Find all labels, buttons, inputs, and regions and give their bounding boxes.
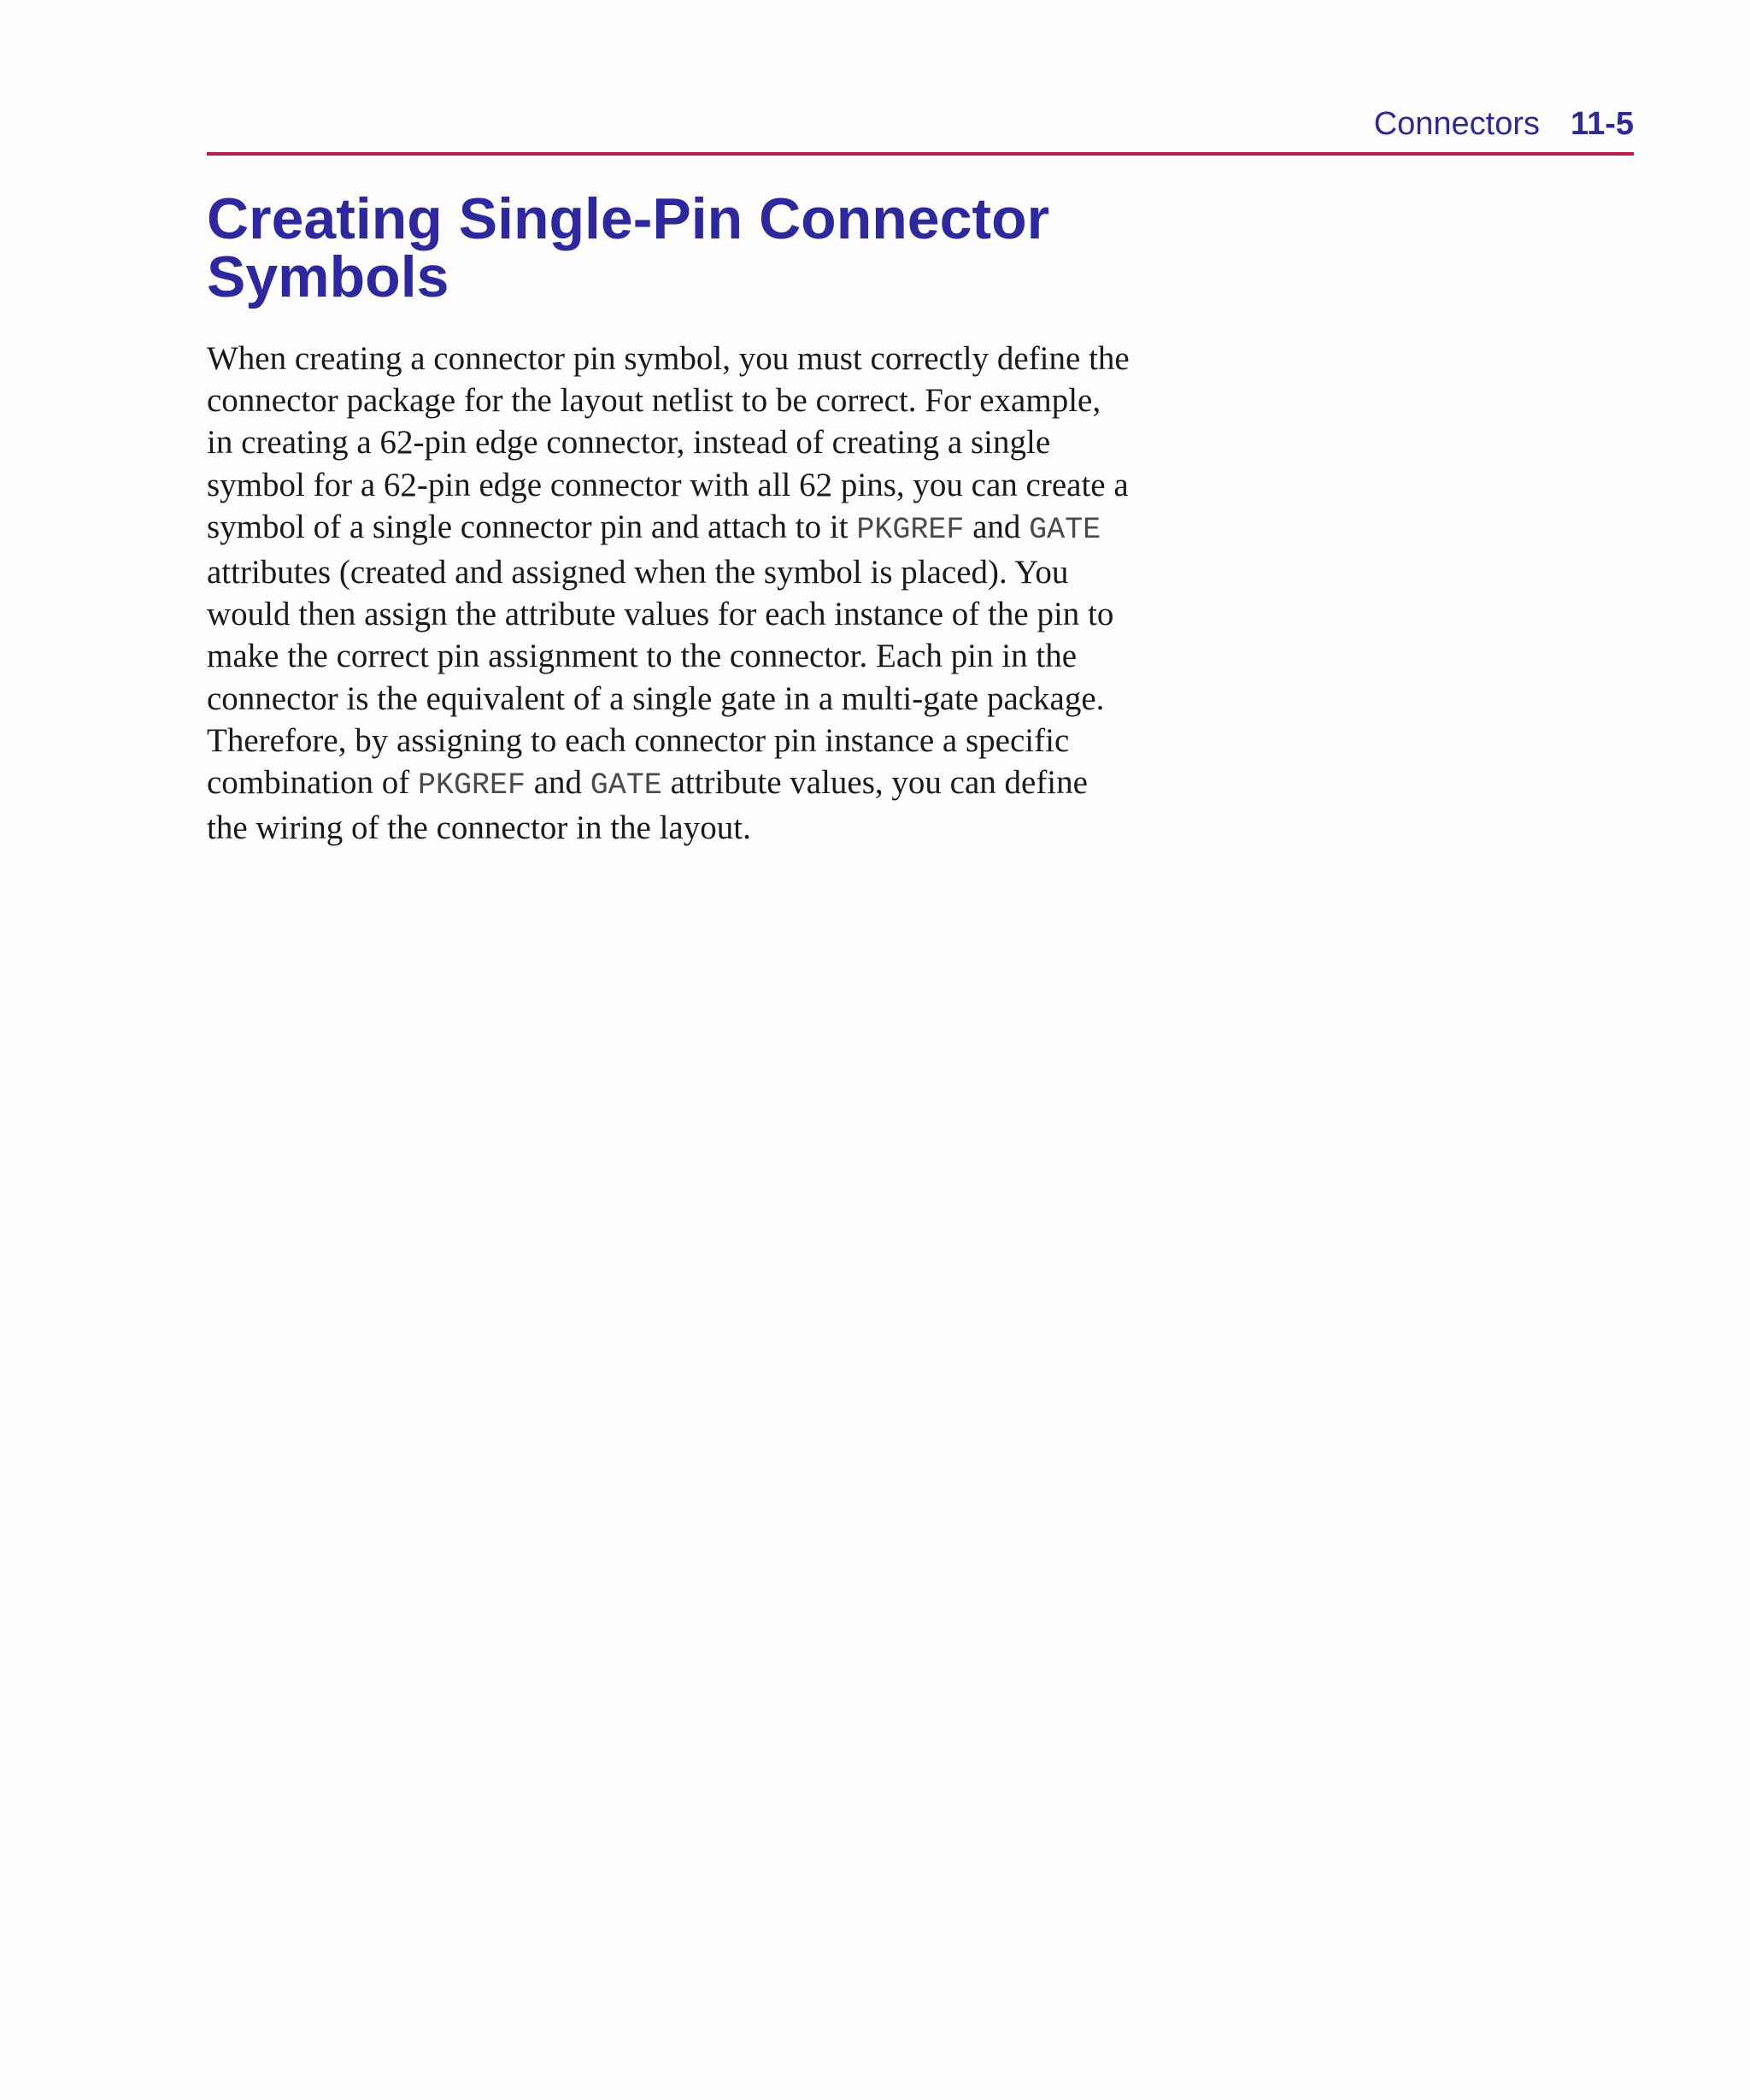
heading-line-2: Symbols	[207, 244, 449, 309]
body-text-part-4: and	[525, 764, 590, 802]
heading-line-1: Creating Single-Pin Connector	[207, 186, 1050, 251]
code-gate: GATE	[1029, 512, 1101, 547]
page-number: 11-5	[1571, 106, 1634, 142]
section-title: Connectors	[1373, 106, 1541, 142]
header-rule	[207, 152, 1634, 156]
code-pkgref-2: PKGREF	[417, 768, 526, 803]
code-pkgref: PKGREF	[856, 512, 965, 547]
page-header	[207, 104, 1634, 156]
body-text-part-3: attributes (created and assigned when the symbol is placed). You would then assign the attribute values for each instance of the pin to make the correct pin assignment to the connector. Each pin in the connector is the equivalent of a single gate in a multi-gate package. Therefore, by assigning to each connector pin instance a specific combination of	[207, 554, 1114, 802]
code-gate-2: GATE	[590, 768, 662, 803]
section-heading	[207, 186, 1130, 309]
body-paragraph	[207, 338, 1130, 849]
body-text-part-2: and	[964, 508, 1030, 545]
body-text-part-1: When creating a connector pin symbol, you must correctly define the connector package for the layout netlist to be correct. For example, in creating a 62-pin edge connector, instead of creating a single symbol for a 62-pin edge connector with all 62 pins, you can create a symbol of a single connector pin and attach to it	[207, 340, 1130, 545]
article	[207, 186, 1130, 849]
running-head	[1374, 108, 1634, 140]
body-text-part-5: attribute values, you can define the wiring of the connector in the layout.	[207, 764, 1088, 847]
